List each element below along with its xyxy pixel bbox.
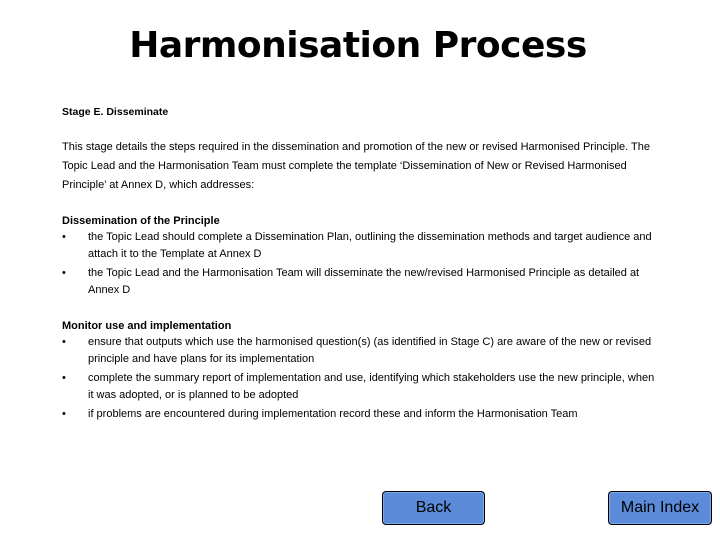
list-item-text: complete the summary report of implementation and use, identifying which stakeholders use the new principle, when it was adopted, or is planned to be adopted	[88, 372, 655, 401]
bullet-list	[62, 229, 662, 299]
bullet-marker: •	[62, 372, 66, 384]
list-item-text: ensure that outputs which use the harmonised question(s) (as identified in Stage C) are aware of the new or revised principle and have plans for its implementation	[88, 336, 652, 365]
back-button[interactable]: Back	[382, 491, 485, 525]
content-body	[62, 104, 662, 425]
list-item-text: if problems are encountered during implementation record these and inform the Harmonisation Team	[88, 408, 578, 420]
section-dissemination	[62, 213, 662, 299]
intro-paragraph: This stage details the steps required in the dissemination and promotion of the new or revised Harmonised Principle. The Topic Lead and the Harmonisation Team must complete the template ‘Dissemination of New or Revised Harmonised Principle’ at Annex D, which addresses:	[62, 141, 651, 191]
list-item	[62, 265, 662, 299]
list-item	[62, 229, 662, 263]
list-item-text: the Topic Lead should complete a Dissemination Plan, outlining the dissemination methods and target audience and attach it to the Template at Annex D	[88, 231, 652, 260]
bullet-marker: •	[62, 231, 66, 243]
list-item	[62, 334, 662, 368]
bullet-list	[62, 334, 662, 423]
stage-heading: Stage E. Disseminate	[62, 106, 169, 118]
section-heading: Monitor use and implementation	[62, 320, 232, 332]
list-item	[62, 406, 662, 423]
list-item	[62, 370, 662, 404]
bullet-marker: •	[62, 336, 66, 348]
section-monitor	[62, 318, 662, 423]
main-index-button[interactable]: Main Index	[608, 491, 712, 525]
bullet-marker: •	[62, 408, 66, 420]
page-title: Harmonisation Process	[129, 25, 587, 66]
list-item-text: the Topic Lead and the Harmonisation Team will disseminate the new/revised Harmonised Principle as detailed at Annex D	[88, 267, 640, 296]
bullet-marker: •	[62, 267, 66, 279]
section-heading: Dissemination of the Principle	[62, 215, 220, 227]
